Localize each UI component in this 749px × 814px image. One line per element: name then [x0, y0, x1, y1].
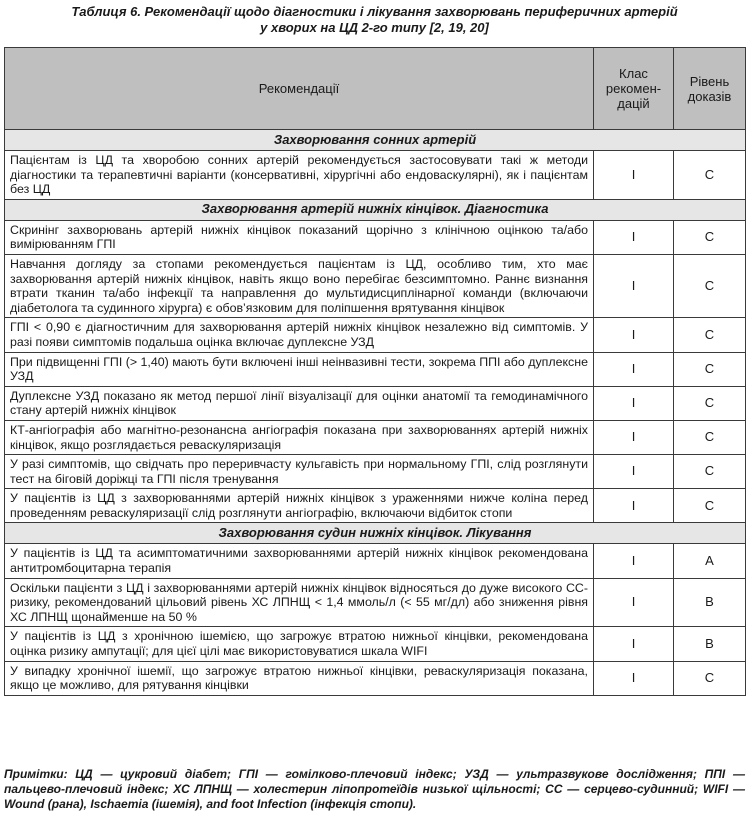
table-row: [5, 386, 746, 420]
header-recommendations: Рекомендації: [5, 48, 594, 130]
class-value: I: [594, 220, 674, 254]
header-level: Рівень доказів: [674, 48, 746, 130]
class-value: I: [594, 544, 674, 578]
table-notes: Примітки: ЦД — цукровий діабет; ГПІ — гомілково-плечовий індекс; УЗД — ультразвукове дослідження; ППІ — пальцево-плечовий індекс; ХС ЛПНЩ — холестерин ліпопротеїдів низької щільності; СС — серцево-судинний; WIFI — Wound (рана), Ischaemia (ішемія), and foot Infection (інфекція стопи).: [4, 767, 745, 811]
level-value: B: [674, 627, 746, 661]
recommendation-text: Пацієнтам із ЦД та хворобою сонних артерій рекомендується застосовувати такі ж методи діагностики та терапевтичні варіанти (консервативні, хірургічні або ендоваскулярні), як і пацієнтам без ЦД: [5, 151, 594, 200]
level-value: C: [674, 386, 746, 420]
class-value: I: [594, 254, 674, 317]
recommendations-table: [4, 47, 746, 696]
header-row: [5, 48, 746, 130]
table-row: [5, 544, 746, 578]
section-title: Захворювання сонних артерій: [5, 130, 746, 151]
table-caption: [0, 4, 749, 36]
level-value: C: [674, 254, 746, 317]
table-row: [5, 420, 746, 454]
recommendation-text: Дуплексне УЗД показано як метод першої лінії візуалізації для оцінки анатомії та гемодинамічного стану артерій нижніх кінцівок: [5, 386, 594, 420]
level-value: C: [674, 489, 746, 523]
level-value: C: [674, 420, 746, 454]
level-value: C: [674, 352, 746, 386]
class-value: I: [594, 318, 674, 352]
table-row: [5, 220, 746, 254]
header-class: Клас рекомен-дацій: [594, 48, 674, 130]
recommendation-text: При підвищенні ГПІ (> 1,40) мають бути включені інші неінвазивні тести, зокрема ППІ або дуплексне УЗД: [5, 352, 594, 386]
level-value: C: [674, 318, 746, 352]
recommendation-text: КТ-ангіографія або магнітно-резонансна ангіографія показана при захворюваннях артерій нижніх кінцівок, якщо розглядається реваскуляризація: [5, 420, 594, 454]
table-row: [5, 455, 746, 489]
level-value: B: [674, 578, 746, 627]
recommendation-text: Навчання догляду за стопами рекомендується пацієнтам із ЦД, особливо тим, хто має захворювання артерій нижніх кінцівок, навіть якщо воно перебігає безсимптомно. Раннє визнання втрати тканин та/або інфекції та направлення до мультидисциплінарної команди (включаючи діабетолога та судинного хірурга) є обов’язковим для поліпшення врятування кінцівок: [5, 254, 594, 317]
table-body: [5, 130, 746, 696]
class-value: I: [594, 420, 674, 454]
class-value: I: [594, 578, 674, 627]
recommendation-text: У пацієнтів із ЦД з хронічною ішемією, що загрожує втратою нижньої кінцівки, рекомендована оцінка ризику ампутації; для цієї цілі має використовуватися шкала WIFI: [5, 627, 594, 661]
table-row: [5, 318, 746, 352]
class-value: I: [594, 489, 674, 523]
recommendation-text: У пацієнтів із ЦД з захворюваннями артерій нижніх кінцівок з ураженнями нижче коліна перед проведенням реваскуляризації слід розглянути ангіографію, включаючи відбиток стопи: [5, 489, 594, 523]
class-value: I: [594, 661, 674, 695]
class-value: I: [594, 386, 674, 420]
table-row: [5, 489, 746, 523]
table-row: [5, 151, 746, 200]
level-value: C: [674, 220, 746, 254]
section-row: [5, 130, 746, 151]
recommendation-text: У випадку хронічної ішемії, що загрожує втратою нижньої кінцівки, реваскуляризація показана, якщо це можливо, для рятування кінцівки: [5, 661, 594, 695]
class-value: I: [594, 455, 674, 489]
recommendation-text: Скринінг захворювань артерій нижніх кінцівок показаний щорічно з клінічною оцінкою та/або вимірюванням ГПІ: [5, 220, 594, 254]
table-row: [5, 661, 746, 695]
section-title: Захворювання судин нижніх кінцівок. Лікування: [5, 523, 746, 544]
caption-line-1: Таблиця 6. Рекомендації щодо діагностики і лікування захворювань периферичних артерій: [71, 4, 678, 19]
table-row: [5, 352, 746, 386]
class-value: I: [594, 352, 674, 386]
recommendation-text: У разі симптомів, що свідчать про переривчасту кульгавість при нормальному ГПІ, слід розглянути тест на біговій доріжці та ГПІ після тренування: [5, 455, 594, 489]
recommendation-text: У пацієнтів із ЦД та асимптоматичними захворюваннями артерій нижніх кінцівок рекомендована антитромбоцитарна терапія: [5, 544, 594, 578]
class-value: I: [594, 627, 674, 661]
level-value: A: [674, 544, 746, 578]
section-title: Захворювання артерій нижніх кінцівок. Діагностика: [5, 199, 746, 220]
level-value: C: [674, 661, 746, 695]
table-row: [5, 254, 746, 317]
level-value: C: [674, 151, 746, 200]
section-row: [5, 199, 746, 220]
caption-line-2: у хворих на ЦД 2-го типу [2, 19, 20]: [260, 20, 489, 35]
level-value: C: [674, 455, 746, 489]
recommendation-text: ГПІ < 0,90 є діагностичним для захворювання артерій нижніх кінцівок незалежно від симптомів. У разі появи симптомів подальша оцінка включає дуплексне УЗД: [5, 318, 594, 352]
table-row: [5, 578, 746, 627]
section-row: [5, 523, 746, 544]
table-row: [5, 627, 746, 661]
class-value: I: [594, 151, 674, 200]
recommendation-text: Оскільки пацієнти з ЦД і захворюваннями артерій нижніх кінцівок відносяться до дуже високого СС-ризику, рекомендований цільовий рівень ХС ЛПНЩ < 1,4 ммоль/л (< 55 мг/дл) або зниження рівня ХС ЛПНЩ щонайменше на 50 %: [5, 578, 594, 627]
